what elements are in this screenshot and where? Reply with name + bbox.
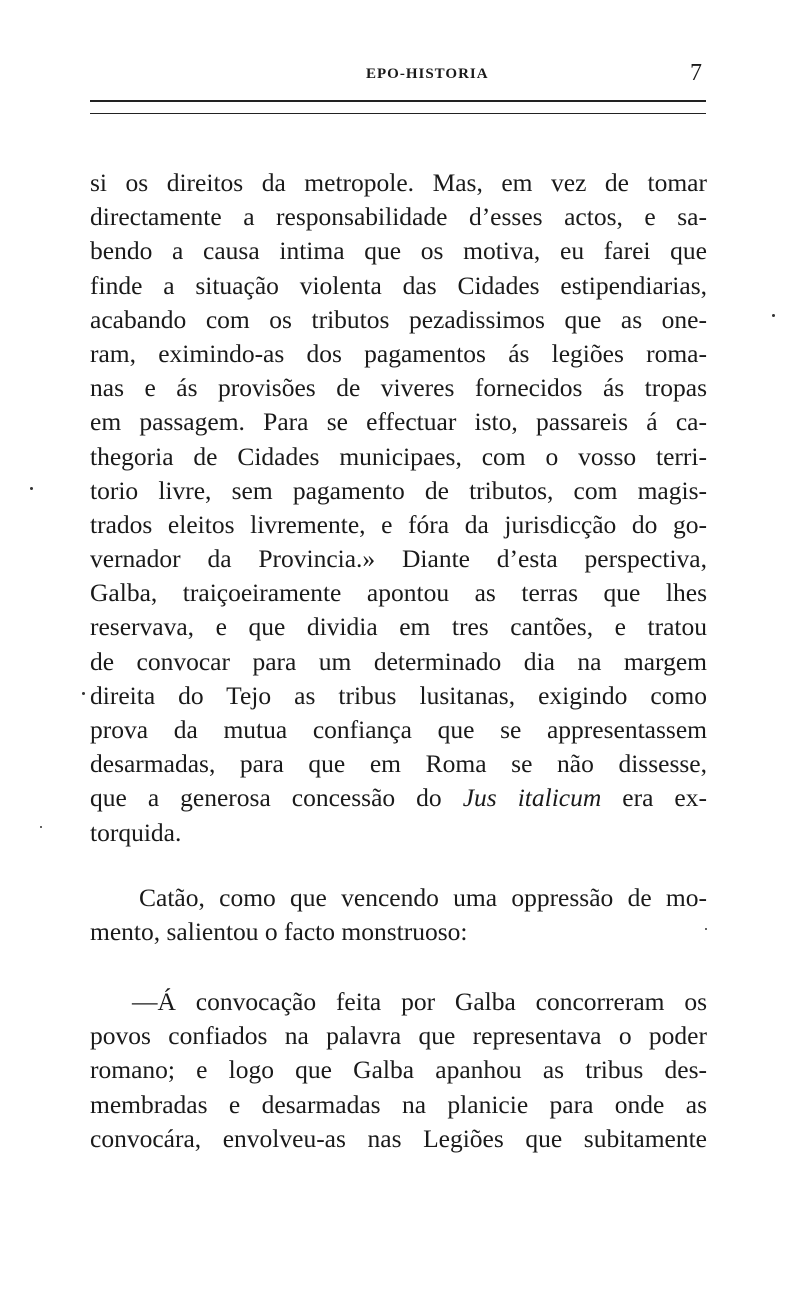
paragraph-3 bbox=[90, 985, 707, 1156]
running-head bbox=[0, 60, 800, 90]
text-line: em passagem. Para se effectuar isto, passareis á ca- bbox=[90, 407, 707, 437]
running-title: EPO-HISTORIA bbox=[366, 66, 489, 82]
text-line: directamente a responsabilidade d’esses actos, e sa- bbox=[90, 202, 707, 232]
text-line: convocára, envolveu-as nas Legiões que subitamente bbox=[90, 1123, 707, 1153]
text-line: vernador da Provincia.» Diante d’esta perspectiva, bbox=[90, 544, 707, 574]
text-line: direita do Tejo as tribus lusitanas, exigindo como bbox=[90, 680, 707, 710]
text-line: nas e ás provisões de viveres fornecidos ás tropas bbox=[90, 373, 707, 403]
text-line: —Á convocação feita por Galba concorreram os bbox=[132, 987, 707, 1016]
page-number: 7 bbox=[690, 60, 702, 86]
text-line: torquida. bbox=[90, 817, 182, 847]
text-line: si os direitos da metropole. Mas, em vez de tomar bbox=[90, 168, 707, 197]
text-line: membradas e desarmadas na planicie para onde as bbox=[90, 1089, 707, 1119]
scan-speck bbox=[40, 826, 42, 828]
text-line: desarmadas, para que em Roma se não dissesse, bbox=[90, 749, 707, 779]
text-segment: que a generosa concessão do bbox=[90, 783, 463, 813]
text-line: finde a situação violenta das Cidades estipendiarias, bbox=[90, 270, 707, 300]
header-rule-thin bbox=[90, 113, 706, 114]
text-line: torio livre, sem pagamento de tributos, com magis- bbox=[90, 475, 707, 505]
text-line: reservava, e que dividia em tres cantões, e tratou bbox=[90, 612, 707, 642]
text-line: ram, eximindo-as dos pagamentos ás legiões roma- bbox=[90, 338, 707, 368]
text-line: de convocar para um determinado dia na margem bbox=[90, 646, 707, 676]
text-line: romano; e logo que Galba apanhou as tribus des- bbox=[90, 1055, 707, 1085]
text-line-with-italic bbox=[90, 781, 707, 815]
text-line: acabando com os tributos pezadissimos que as one- bbox=[90, 304, 707, 334]
italic-term: Jus italicum bbox=[462, 783, 602, 813]
scan-speck bbox=[772, 314, 775, 317]
text-line: bendo a causa intima que os motiva, eu farei que bbox=[90, 236, 707, 266]
text-line: thegoria de Cidades municipaes, com o vosso terri- bbox=[90, 441, 707, 471]
text-line: povos confiados na palavra que representava o poder bbox=[90, 1021, 707, 1051]
scan-speck bbox=[705, 928, 707, 930]
scan-speck bbox=[30, 487, 33, 490]
text-line: prova da mutua confiança que se appresentassem bbox=[90, 715, 707, 744]
text-line: mento, salientou o facto monstruoso: bbox=[90, 917, 468, 947]
text-segment: era ex- bbox=[601, 783, 707, 813]
header-rule-thick bbox=[90, 100, 706, 102]
scan-speck bbox=[82, 692, 85, 695]
text-line: Galba, traiçoeiramente apontou as terras que lhes bbox=[90, 578, 707, 608]
text-line: trados eleitos livremente, e fóra da jurisdicção do go- bbox=[90, 509, 707, 539]
paragraph-1 bbox=[90, 166, 707, 850]
text-line: Catão, como que vencendo uma oppressão de mo- bbox=[139, 883, 707, 912]
paragraph-2 bbox=[90, 881, 707, 949]
